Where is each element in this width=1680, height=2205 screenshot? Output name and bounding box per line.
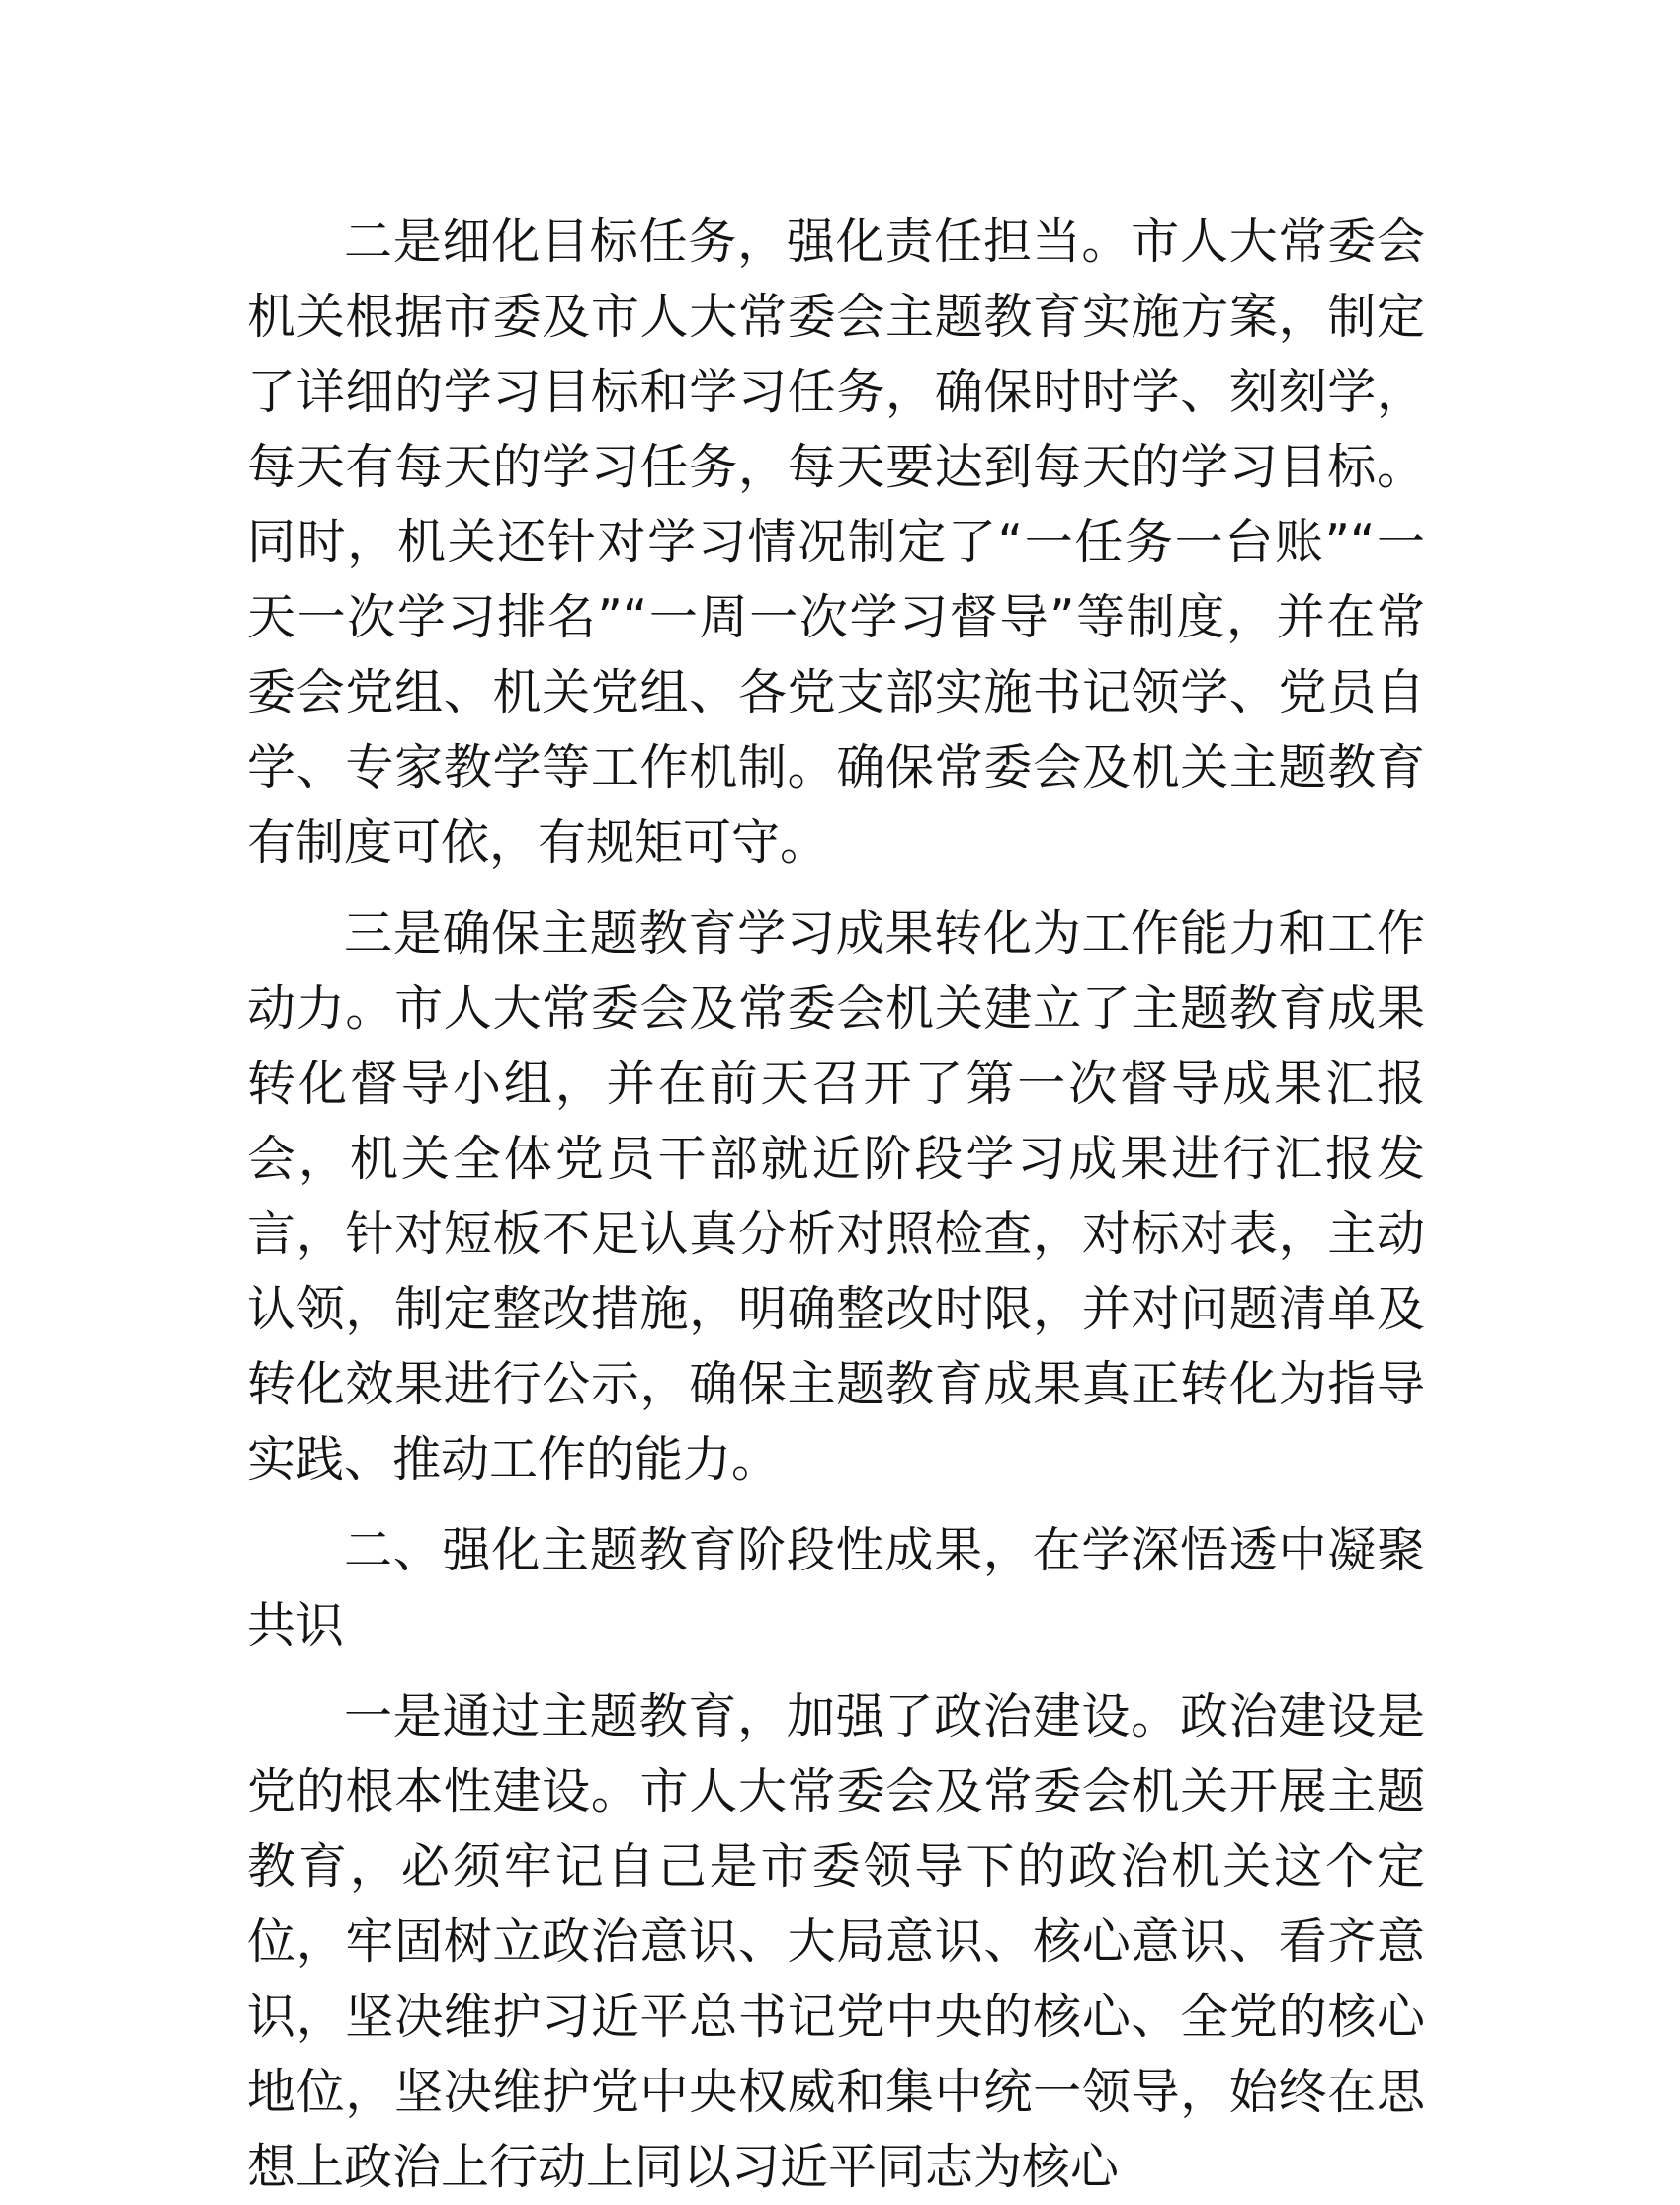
paragraph-political-building: 一是通过主题教育，加强了政治建设。政治建设是党的根本性建设。市人大常委会及常委会机关开展主题教育，必须牢记自己是市委领导下的政治机关这个定位，牢固树立政治意识、大局意识、核心意识、看齐意识，坚决维护习近平总书记党中央的核心、全党的核心地位，坚决维护党中央权威和集中统一领导，始终在思想上政治上行动上同以习近平同志为核心	[247, 1688, 1425, 2195]
section-heading: 二、强化主题教育阶段性成果，在学深悟透中凝聚共识	[247, 1522, 1425, 1654]
paragraph-results-conversion: 三是确保主题教育学习成果转化为工作能力和工作动力。市人大常委会及常委会机关建立了主题教育成果转化督导小组，并在前天召开了第一次督导成果汇报会，机关全体党员干部就近阶段学习成果进行汇报发言，针对短板不足认真分析对照检查，对标对表，主动认领，制定整改措施，明确整改时限，并对问题清单及转化效果进行公示，确保主题教育成果真正转化为指导实践、推动工作的能力。	[247, 905, 1425, 1487]
document-body	[247, 205, 1425, 2205]
paragraph-target-tasks: 二是细化目标任务，强化责任担当。市人大常委会机关根据市委及市人大常委会主题教育实施方案，制定了详细的学习目标和学习任务，确保时时学、刻刻学，每天有每天的学习任务，每天要达到每天的学习目标。同时，机关还针对学习情况制定了“一任务一台账”“一天一次学习排名”“一周一次学习督导”等制度，并在常委会党组、机关党组、各党支部实施书记领学、党员自学、专家教学等工作机制。确保常委会及机关主题教育有制度可依，有规矩可守。	[247, 213, 1425, 871]
